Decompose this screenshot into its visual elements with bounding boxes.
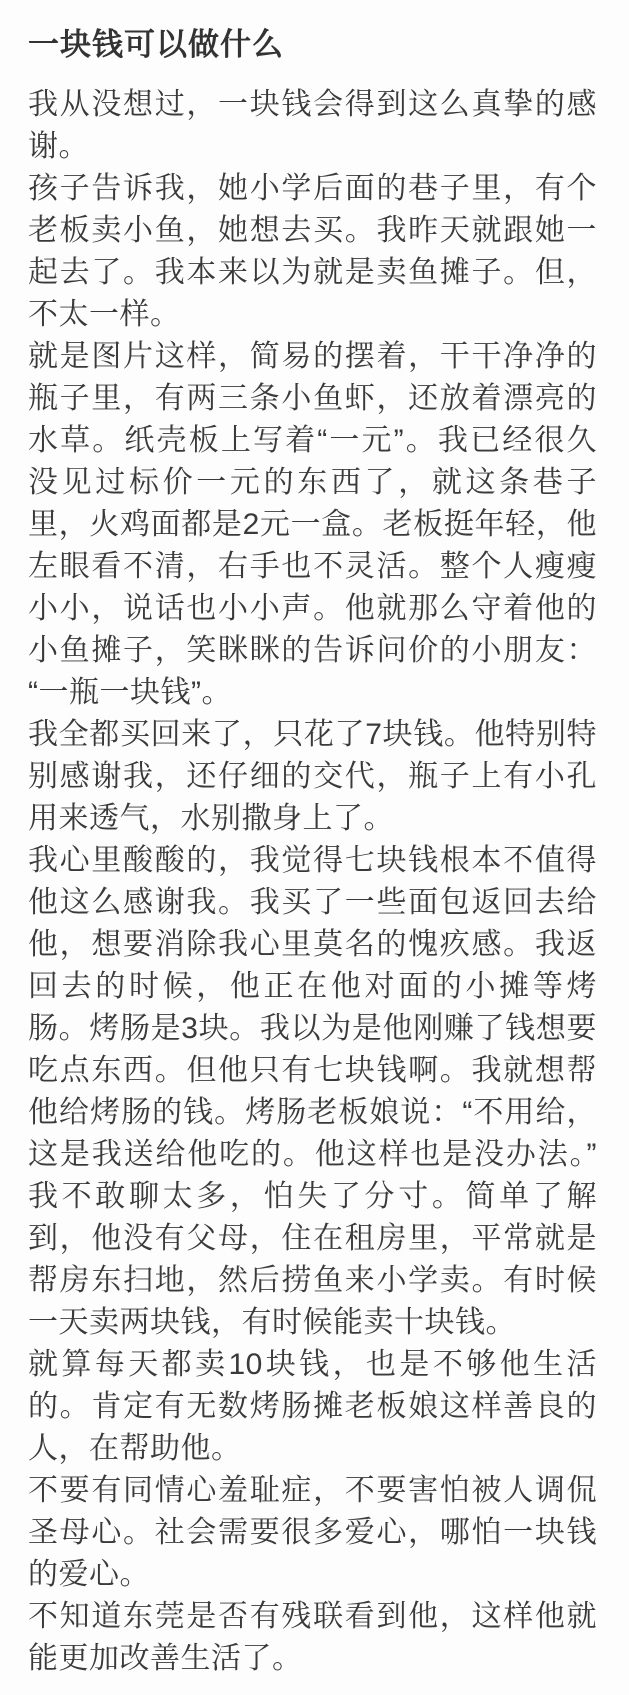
post-paragraph: 我全都买回来了，只花了7块钱。他特别特别感谢我，还仔细的交代，瓶子上有小孔用来透气，水别撒身上了。 (28, 718, 597, 835)
post-paragraph: 就是图片这样，简易的摆着，干干净净的瓶子里，有两三条小鱼虾，还放着漂亮的水草。纸壳板上写着“一元”。我已经很久没见过标价一元的东西了，就这条巷子里，火鸡面都是2元一盒。老板挺年轻，他左眼看不清，右手也不灵活。整个人瘦瘦小小，说话也小小声。他就那么守着他的小鱼摊子，笑眯眯的告诉问价的小朋友：“一瓶一块钱”。 (28, 340, 597, 709)
post-paragraph: 我心里酸酸的，我觉得七块钱根本不值得他这么感谢我。我买了一些面包返回去给他，想要消除我心里莫名的愧疚感。我返回去的时候，他正在他对面的小摊等烤肠。烤肠是3块。我以为是他刚赚了钱想要吃点东西。但他只有七块钱啊。我就想帮他给烤肠的钱。烤肠老板娘说：“不用给，这是我送给他吃的。他这样也是没办法。”我不敢聊太多，怕失了分寸。简单了解到，他没有父母，住在租房里，平常就是帮房东扫地，然后捞鱼来小学卖。有时候一天卖两块钱，有时候能卖十块钱。 (28, 844, 597, 1339)
post-paragraph: 孩子告诉我，她小学后面的巷子里，有个老板卖小鱼，她想去买。我昨天就跟她一起去了。我本来以为就是卖鱼摊子。但，不太一样。 (28, 172, 597, 331)
post-paragraph: 不知道东莞是否有残联看到他，这样他就能更加改善生活了。 (28, 1600, 597, 1675)
post-paragraph: 我从没想过，一块钱会得到这么真挚的感谢。 (28, 88, 597, 163)
post-paragraph: 不要有同情心羞耻症，不要害怕被人调侃圣母心。社会需要很多爱心，哪怕一块钱的爱心。 (28, 1474, 597, 1591)
post-paragraph: 就算每天都卖10块钱，也是不够他生活的。肯定有无数烤肠摊老板娘这样善良的人，在帮助他。 (28, 1348, 597, 1465)
post-title: 一块钱可以做什么 (28, 27, 284, 62)
